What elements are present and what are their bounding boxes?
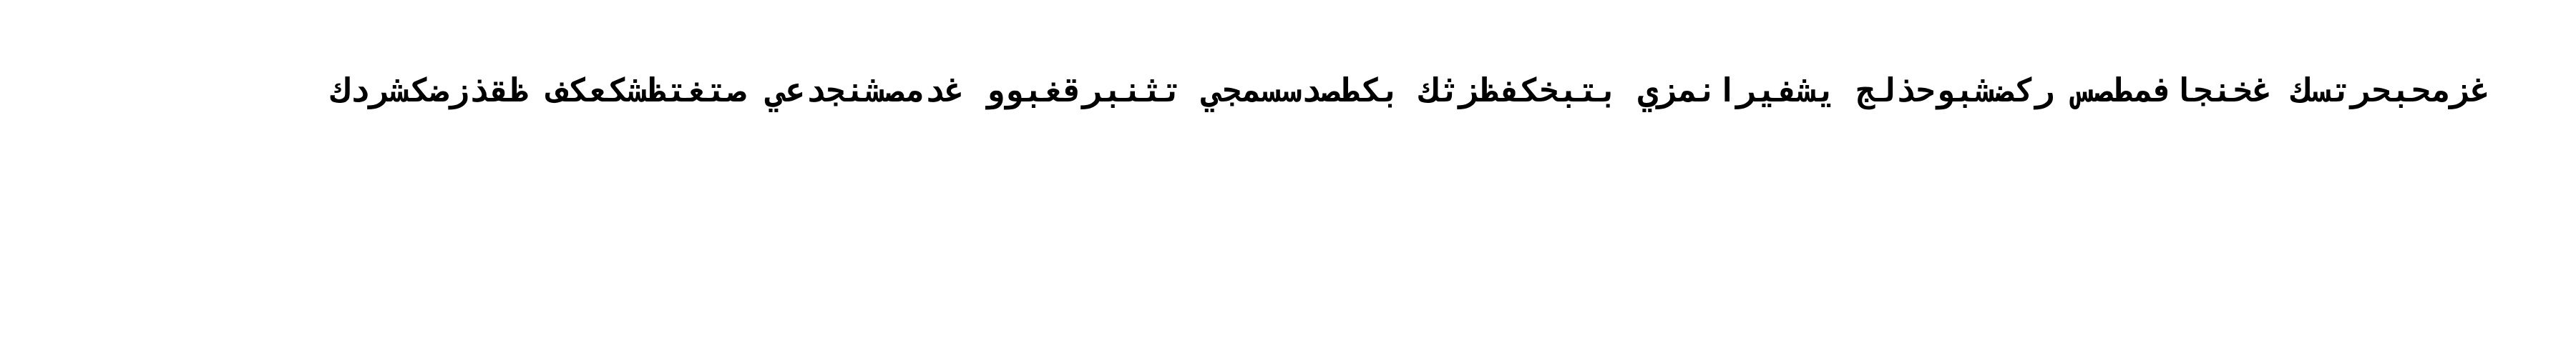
arabic-text-line: غزمحبحرتسك غخنجافمطصس ركضشبوحذلج يشفيرانمزي بتبخكفظزثك بكطصدسسمجي تثنبرقغبوو غدمصشنجدعي صتغتظشكعكف ظقذزضكشردك: [330, 71, 2490, 109]
